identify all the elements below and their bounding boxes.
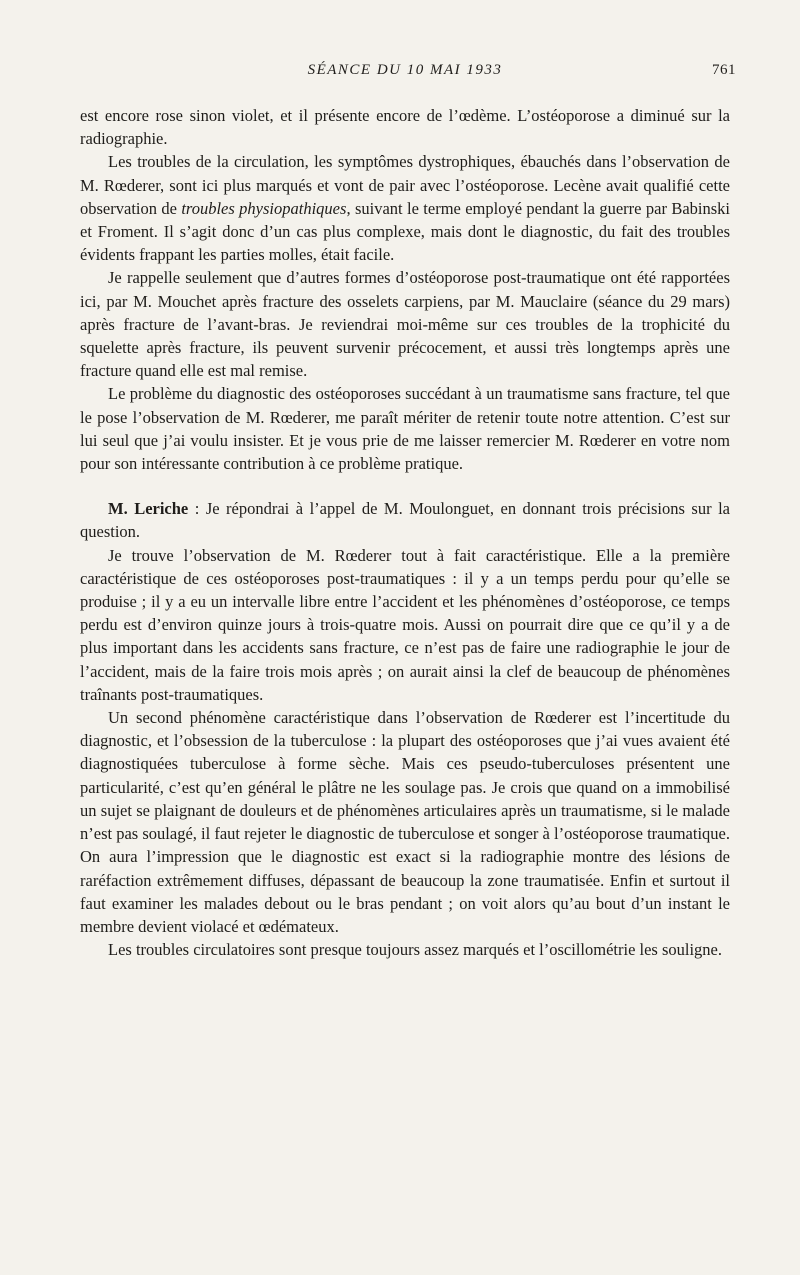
paragraph-circulatory-troubles: Les troubles circulatoires sont presque toujours assez marqués et l’oscillométrie les souligne. <box>108 940 723 960</box>
page-number: 761 <box>712 62 736 78</box>
paragraph-circulation <box>80 150 730 266</box>
paragraph-text: Les troubles de la circulation, les symptômes dystrophiques, ébauchés dans l’observation de M. Rœderer, sont ici plus marqués et vont de pair avec l’ostéoporose. Lecène avait qualifié cette observation de <box>80 152 730 218</box>
paragraph-other-forms: Je rappelle seulement que d’autres formes d’ostéoporose post-traumatique ont été rapportées ici, par M. Mouchet après fracture des osselets carpiens, par M. Mauclaire (séance du 29 mars) après fracture de l’avant-bras. Je reviendrai moi-même sur ces troubles de la trophicité du squelette après fracture, ils peuvent survenir précocement, et aussi très longtemps après une fracture quand elle est mal remise. <box>80 268 730 381</box>
paragraph-continuation: est encore rose sinon violet, et il présente encore de l’œdème. L’ostéoporose a diminué sur la radiographie. <box>80 106 730 149</box>
body-text <box>80 104 730 961</box>
paragraph-text: , suivant le terme employé pendant la guerre par Babinski et Froment. Il s’agit donc d’un cas plus complexe, mais dont le diagnostic, du fait des troubles évidents frappant les parties molles, était facile. <box>80 198 730 265</box>
speaker-name: M. Leriche <box>108 499 189 519</box>
paragraph-first-characteristic: Je trouve l’observation de M. Rœderer tout à fait caractéristique. Elle a la première caractéristique de ces ostéoporoses post-traumatiques : il y a un temps perdu pour qu’elle se produise ; il y a eu un intervalle libre entre l’accident et les phénomènes d’ostéoporose, ce temps perdu est d’environ quinze jours à trois-quatre mois. Aussi on pourrait dire que ce qu’il y a de plus important dans les accidents sans fracture, ce n’est pas de faire une radiographie le jour de l’accident, mais de la faire trois mois après ; on aurait ainsi la clef de beaucoup de phénomènes traînants post-traumatiques. <box>80 545 730 704</box>
paragraph-second-phenomenon: Un second phénomène caractéristique dans l’observation de Rœderer est l’incertitude du diagnostic, et l’obsession de la tuberculose : la plupart des ostéoporoses que j’ai vues avaient été diagnostiquées tuberculose à forme sèche. Mais ces pseudo-tuberculoses présentent une particularité, c’est qu’en général le plâtre ne les soulage pas. Je crois que quand on a immobilisé un sujet se plaignant de douleurs et de phénomènes articulaires après un traumatisme, si le malade n’est pas soulagé, il faut rejeter le diagnostic de tuberculose et songer à l’ostéoporose traumatique. On aura l’impression que le diagnostic est exact si la radiographie montre des lésions de raréfaction extrêmement diffuses, dépassant de beaucoup la zone traumatisée. Enfin et surtout il faut examiner les malades debout ou le bras pendant ; on voit alors qu’au bout d’un instant le membre devient violacé et œdémateux. <box>80 708 730 936</box>
paragraph-diagnosis-problem: Le problème du diagnostic des ostéoporoses succédant à un traumatisme sans fracture, tel que le pose l’observation de M. Rœderer, me paraît mériter de retenir toute notre attention. C’est sur lui seul que j’ai voulu insister. Et je vous prie de me laisser remercier M. Rœderer en votre nom pour son intéressante contribution à ce problème pratique. <box>80 384 730 474</box>
running-title: SÉANCE DU 10 MAI 1933 <box>307 62 503 78</box>
paragraph-leriche-reply <box>80 497 730 543</box>
italic-term: troubles physiopathiques <box>181 198 347 218</box>
running-header <box>80 62 736 84</box>
paragraph-text: : Je répondrai à l’appel de M. Moulonguet, en donnant trois précisions sur la question. <box>80 499 730 542</box>
